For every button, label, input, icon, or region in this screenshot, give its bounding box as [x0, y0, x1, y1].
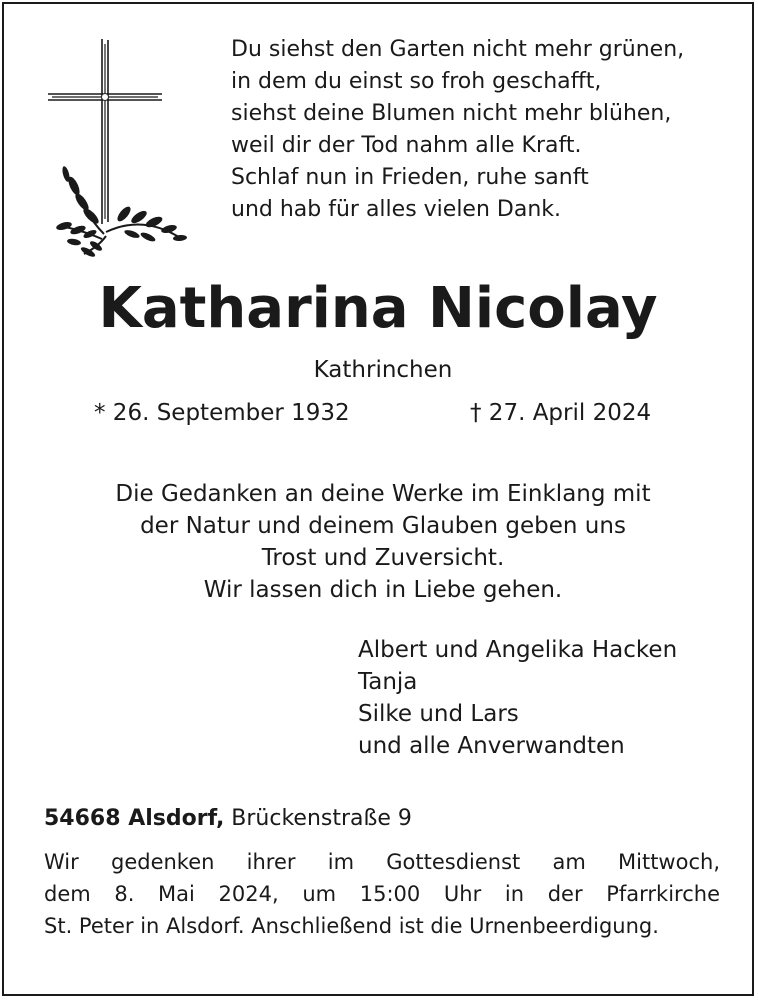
mourner: Albert und Angelika Hacken	[358, 637, 678, 663]
message-line: Die Gedanken an deine Werke im Einklang mit	[115, 481, 651, 507]
mourner: Tanja	[358, 669, 418, 695]
address-street: Brückenstraße 9	[231, 806, 412, 831]
deceased-nickname: Kathrinchen	[313, 357, 453, 383]
poem	[231, 34, 684, 226]
message-line: Trost und Zuversicht.	[261, 545, 505, 571]
birth-date: * 26. September 1932	[94, 400, 350, 426]
poem-line: Du siehst den Garten nicht mehr grünen,	[231, 37, 685, 62]
message-line: der Natur und deinem Glauben geben uns	[140, 513, 626, 539]
service-info	[44, 846, 720, 942]
service-line: St. Peter in Alsdorf. Anschließend ist die Urnenbeerdigung.	[44, 914, 659, 938]
cross-with-palm-branch-icon	[44, 34, 194, 264]
obituary-card	[2, 2, 754, 996]
poem-line: siehst deine Blumen nicht mehr blühen,	[231, 101, 672, 126]
poem-line: und hab für alles vielen Dank.	[231, 197, 561, 222]
address	[44, 804, 412, 834]
message-line: Wir lassen dich in Liebe gehen.	[203, 577, 563, 603]
deceased-name: Katharina Nicolay	[98, 276, 658, 341]
mourner: Silke und Lars	[358, 701, 519, 727]
poem-line: Schlaf nun in Frieden, ruhe sanft	[231, 165, 589, 190]
poem-line: weil dir der Tod nahm alle Kraft.	[231, 133, 582, 158]
service-line: Wir gedenken ihrer im Gottesdienst am Mittwoch,	[44, 850, 720, 874]
death-date: † 27. April 2024	[470, 400, 652, 426]
memorial-message	[4, 478, 758, 606]
mourner: und alle Anverwandten	[358, 733, 625, 759]
address-city: 54668 Alsdorf,	[44, 806, 225, 831]
poem-line: in dem du einst so froh geschafft,	[231, 69, 602, 94]
service-line: dem 8. Mai 2024, um 15:00 Uhr in der Pfarrkirche	[44, 882, 720, 906]
mourners-list	[358, 634, 677, 762]
